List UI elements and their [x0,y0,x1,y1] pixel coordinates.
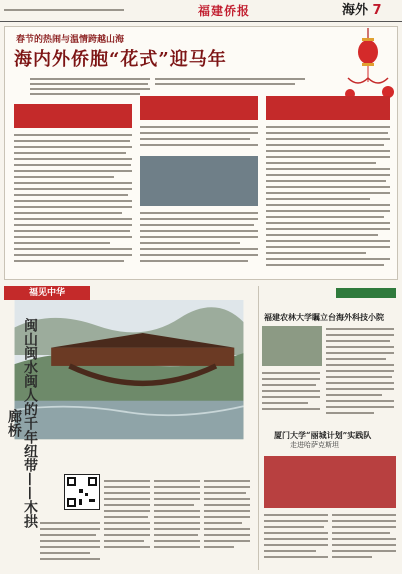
qr-pattern-icon [65,475,99,509]
page-number: 7 [372,3,382,18]
masthead-date-placeholder [4,6,134,16]
column-tag [336,288,396,298]
subhead-3 [266,96,390,120]
feature-main-title: 海内外侨胞“花式”迎马年 [14,49,227,70]
feature-lead-title: 春节的热闹与温情跨越山海 [16,35,125,45]
right-article-1-text-2 [262,370,322,422]
covered-bridge-photo [4,300,254,452]
section-label [342,2,402,20]
right-article-1-photo [262,326,322,366]
right-article-2-title: 厦门大学“丽城计划”实践队 [274,430,372,440]
article-column-2-lower [140,210,258,272]
section-banner: 福见中华 [4,286,90,300]
feature-intro-text [30,76,150,102]
section-name: 海外 [342,3,369,18]
feature-vertical-title: 闽山闽水闽人的千年纽带——木拱廊桥 [6,318,38,528]
lower-article-text [104,478,254,568]
qr-code [64,474,100,510]
right-article-1-text [326,326,396,422]
paper-logo: 福建侨报 [198,4,251,18]
article-column-3 [266,124,390,272]
article-column-1 [14,132,132,272]
right-article-2-subtitle: 走进哈萨克斯坦 [290,441,339,449]
article-column-2 [140,124,258,154]
article-photo-1 [140,156,258,206]
right-article-1-title: 福建农林大学瞩立台海外科技小院 [264,312,384,322]
group-photo [264,456,396,508]
subhead-2 [140,96,258,120]
right-article-2-text [264,512,396,568]
subhead-1 [14,104,132,128]
lower-left-text [40,520,102,568]
